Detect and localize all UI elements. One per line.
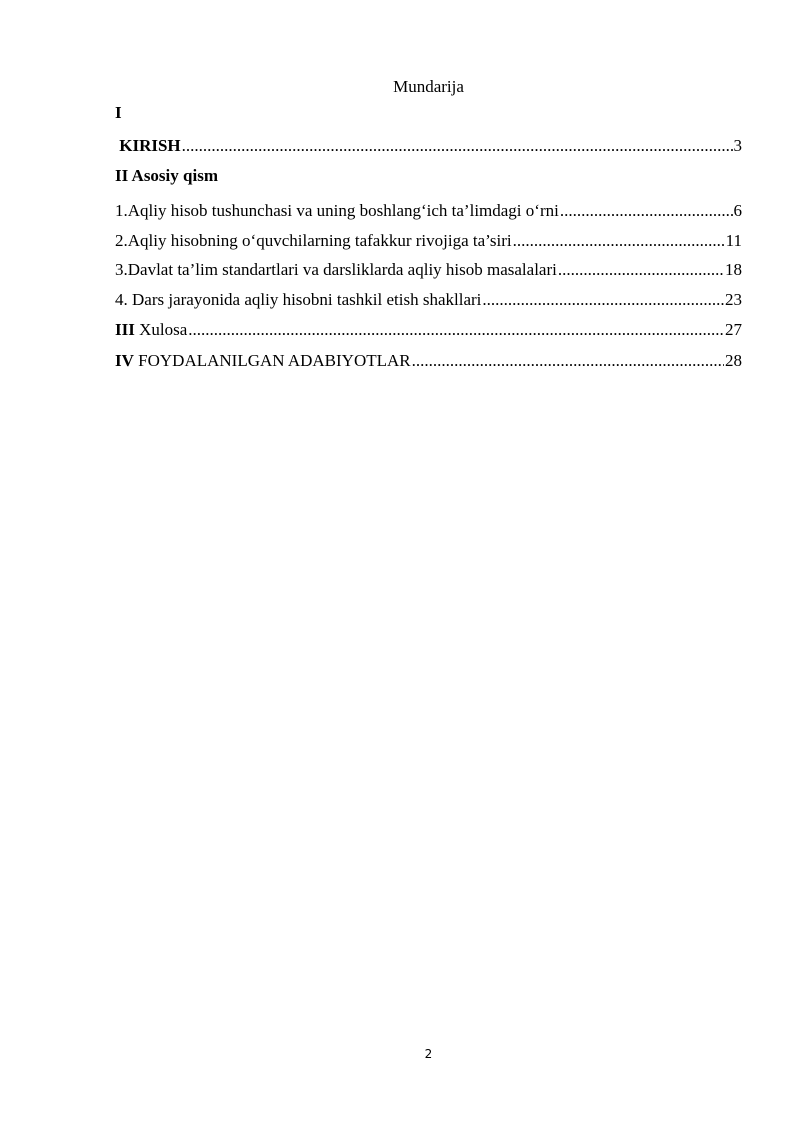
toc-entry-intro xyxy=(115,135,742,157)
toc-entry-label: III Xulosa xyxy=(115,320,188,339)
toc-entry-3 xyxy=(115,259,742,281)
toc-leader-dots xyxy=(560,200,733,222)
page-number: 2 xyxy=(424,1047,433,1061)
toc-entry-4 xyxy=(115,289,742,311)
toc-entry-page: 27 xyxy=(725,320,742,339)
toc-entry-2 xyxy=(115,230,742,252)
toc-entry-page: 6 xyxy=(733,201,742,220)
toc-leader-dots xyxy=(482,289,724,311)
toc-leader-dots xyxy=(412,350,724,372)
toc-entry-page: 23 xyxy=(725,290,742,309)
toc-entry-conclusion xyxy=(115,319,742,341)
toc-entry-page: 28 xyxy=(725,351,742,370)
section-heading: II Asosiy qism xyxy=(115,166,218,185)
page-title: Mundarija xyxy=(393,77,464,96)
toc-entry-page: 18 xyxy=(725,260,742,279)
toc-entry-label: 2.Aqliy hisobning o‘quvchilarning tafakkur rivojiga ta’siri xyxy=(115,231,512,250)
toc-entry-1 xyxy=(115,200,742,222)
toc-entry-references xyxy=(115,350,742,372)
toc-leader-dots xyxy=(182,135,733,157)
toc-entry-page: 11 xyxy=(725,231,742,250)
toc-entry-page: 3 xyxy=(733,136,742,155)
toc-entry-label: KIRISH xyxy=(119,136,181,155)
toc-leader-dots xyxy=(188,319,724,341)
toc-leader-dots xyxy=(558,259,724,281)
toc-entry-label: 4. Dars jarayonida aqliy hisobni tashkil etish shakllari xyxy=(115,290,482,309)
toc-entry-label: 1.Aqliy hisob tushunchasi va uning boshlang‘ich ta’limdagi o‘rni xyxy=(115,201,559,220)
toc-intro-roman: I xyxy=(115,103,122,122)
toc-entry-label: 3.Davlat ta’lim standartlari va darsliklarda aqliy hisob masalalari xyxy=(115,260,557,279)
table-of-contents xyxy=(115,100,742,370)
toc-leader-dots xyxy=(513,230,725,252)
toc-entry-label: IV FOYDALANILGAN ADABIYOTLAR xyxy=(115,351,411,370)
